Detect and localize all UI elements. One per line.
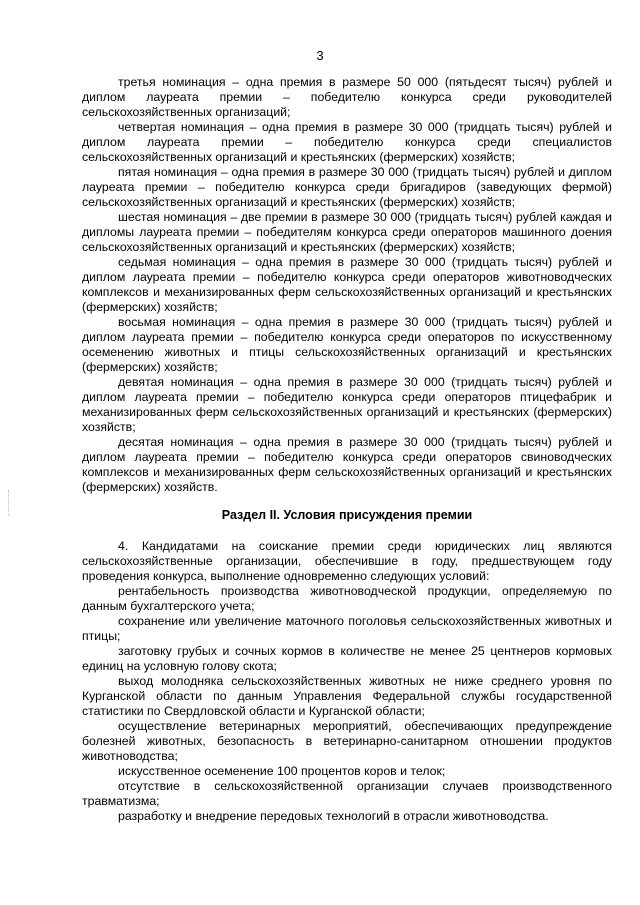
condition-young-stock: выход молодняка сельскохозяйственных животных не ниже среднего уровня по Курганской области по данным Управления Федеральной службы государственной статистики по Свердловской области и Курганской области; [82,674,612,718]
page-number: 3 [316,48,324,63]
nomination-10: десятая номинация – одна премия в размере 30 000 (тридцать тысяч) рублей и диплом лауреата премии – победителю конкурса среди операторов свиноводческих комплексов и механизированных ферм сельскохозяйственных организаций и крестьянских (фермерских) хозяйств. [82,435,612,494]
condition-no-injuries: отсутствие в сельскохозяйственной организации случаев производственного травматизма; [82,779,612,808]
condition-technologies: разработку и внедрение передовых технологий в отрасли животноводства. [118,809,549,823]
condition-veterinary: осуществление ветеринарных мероприятий, обеспечивающих предупреждение болезней животных, безопасность в ветеринарно-санитарном отношении продуктов животноводства; [82,719,612,763]
nomination-6: шестая номинация – две премии в размере 30 000 (тридцать тысяч) рублей каждая и дипломы лауреата премии – победителям конкурса среди операторов машинного доения сельскохозяйственных организаций и крестьянских (фермерских) хозяйств; [82,210,612,254]
section-title: Раздел II. Условия присуждения премии [221,508,473,522]
section-intro: 4. Кандидатами на соискание премии среди юридических лиц являются сельскохозяйственные организации, обеспечившие в году, предшествующем году проведения конкурса, выполнение одновременно следующих условий: [82,539,612,583]
condition-insemination: искусственное осеменение 100 процентов коров и телок; [118,764,446,778]
margin-scan-mark [8,490,10,516]
nomination-3: третья номинация – одна премия в размере 50 000 (пятьдесят тысяч) рублей и диплом лауреата премии – победителю конкурса среди руководителей сельскохозяйственных организаций; [82,75,612,119]
condition-feed: заготовку грубых и сочных кормов в количестве не менее 25 центнеров кормовых единиц на условную голову скота; [82,644,612,673]
condition-livestock: сохранение или увеличение маточного поголовья сельскохозяйственных животных и птицы; [82,614,612,643]
nomination-7: седьмая номинация – одна премия в размере 30 000 (тридцать тысяч) рублей и диплом лауреата премии – победителю конкурса среди операторов животноводческих комплексов и механизированных ферм сельскохозяйственных организаций и крестьянских (фермерских) хозяйств; [82,255,612,314]
document-body [82,75,612,824]
nomination-8: восьмая номинация – одна премия в размере 30 000 (тридцать тысяч) рублей и диплом лауреата премии – победителю конкурса среди операторов по искусственному осеменению животных и птицы сельскохозяйственных организаций и крестьянских (фермерских) хозяйств; [82,315,612,374]
nomination-5: пятая номинация – одна премия в размере 30 000 (тридцать тысяч) рублей и диплом лауреата премии – победителю конкурса среди бригадиров (заведующих фермой) сельскохозяйственных организаций и крестьянских (фермерских) хозяйств; [82,165,612,209]
nomination-4: четвертая номинация – одна премия в размере 30 000 (тридцать тысяч) рублей и диплом лауреата премии – победителю конкурса среди специалистов сельскохозяйственных организаций и крестьянских (фермерских) хозяйств; [82,120,612,164]
condition-profitability: рентабельность производства животноводческой продукции, определяемую по данным бухгалтерского учета; [82,584,612,613]
nomination-9: девятая номинация – одна премия в размере 30 000 (тридцать тысяч) рублей и диплом лауреата премии – победителю конкурса среди операторов птицефабрик и механизированных ферм сельскохозяйственных организаций и крестьянских (фермерских) хозяйств; [82,375,612,434]
